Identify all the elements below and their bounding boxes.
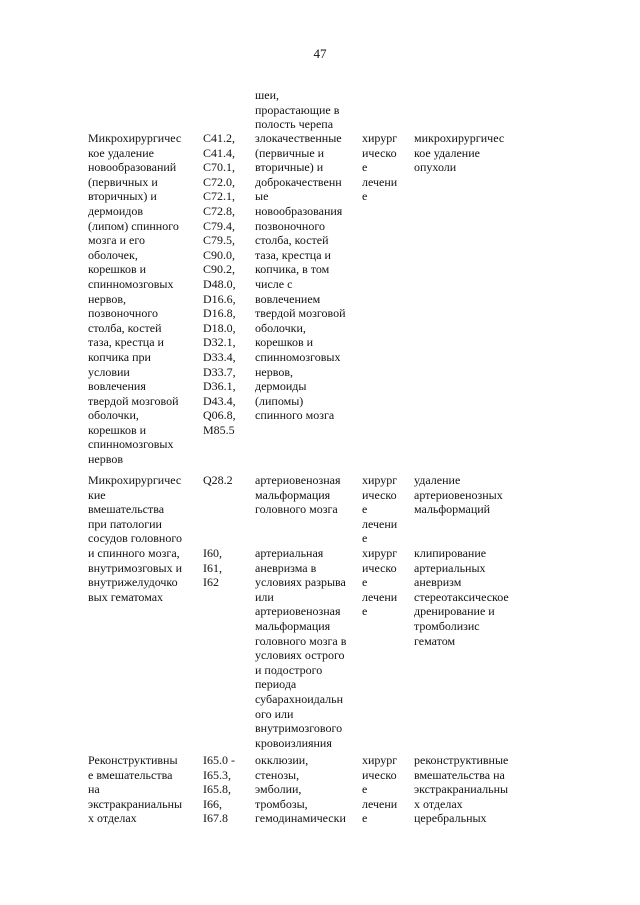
row3-treatment-type: хирург ическо е лечени е	[362, 546, 398, 619]
row4-nosology: окклюзии, стенозы, эмболии, тромбозы, гемодинамически	[255, 753, 346, 826]
row4-icd-codes: I65.0 - I65.3, I65.8, I66, I67.8	[203, 753, 235, 826]
row2-treatment-type: хирург ическо е лечени е	[362, 473, 398, 546]
row2-nosology: артериовенозная мальформация головного мозга	[255, 473, 341, 517]
page-number: 47	[313, 46, 327, 61]
row0-nosology: шеи, прорастающие в полость черепа	[255, 88, 340, 132]
row1-method-group: Микрохирургичес кое удаление новообразований (первичных и вторичных) и дермоидов (липом) спинного мозга и его оболочек, корешков и спинномозговых нервов, позвоночного столба, костей таза, крестца и копчика при условии вовлечения твердой мозговой оболочки, корешков и спинномозговых нервов	[88, 131, 182, 467]
row4-treatment-type: хирург ическо е лечени е	[362, 753, 398, 826]
row1-nosology: злокачественные (первичные и вторичные) и доброкачественн ые новообразования позвоночного столба, костей таза, крестца и копчика, в том числе с вовлечением твердой мозговой оболочки, корешков и спинномозговых нервов, дермоиды (липомы) спинного мозга	[255, 131, 346, 423]
row3-nosology: артериальная аневризма в условиях разрыва или артериовенозная мальформация головного мозга в условиях острого и подострого периода субарахноидальн ого или внутримозгового кровоизлияния	[255, 546, 347, 750]
row1-treatment-type: хирург ическо е лечени е	[362, 131, 398, 204]
row4-treatment-method: реконструктивные вмешательства на экстракраниальны х отделах церебральных	[414, 753, 509, 826]
row3-treatment-method: клипирование артериальных аневризм стереотаксическое дренирование и тромболизис гематом	[414, 546, 509, 648]
row3-icd-codes: I60, I61, I62	[203, 546, 222, 590]
row2-method-group: Микрохирургичес кие вмешательства при патологии сосудов головного и спинного мозга, внутримозговых и внутрижелудочко вых гематомах	[88, 473, 183, 604]
row2-treatment-method: удаление артериовенозных мальформаций	[414, 473, 503, 517]
row2-icd-codes: Q28.2	[203, 473, 233, 487]
row4-method-group: Реконструктивны е вмешательства на экстракраниальны х отделах	[88, 753, 183, 826]
row1-icd-codes: C41.2, C41.4, C70.1, C72.0, C72.1, C72.8, C79.4, C79.5, C90.0, C90.2, D48.0, D16.6, D16.8, D18.0, D32.1, D33.4, D33.7, D36.1, D43.4, Q06.8, M85.5	[203, 131, 236, 437]
row1-treatment-method: микрохирургичес кое удаление опухоли	[414, 131, 505, 175]
